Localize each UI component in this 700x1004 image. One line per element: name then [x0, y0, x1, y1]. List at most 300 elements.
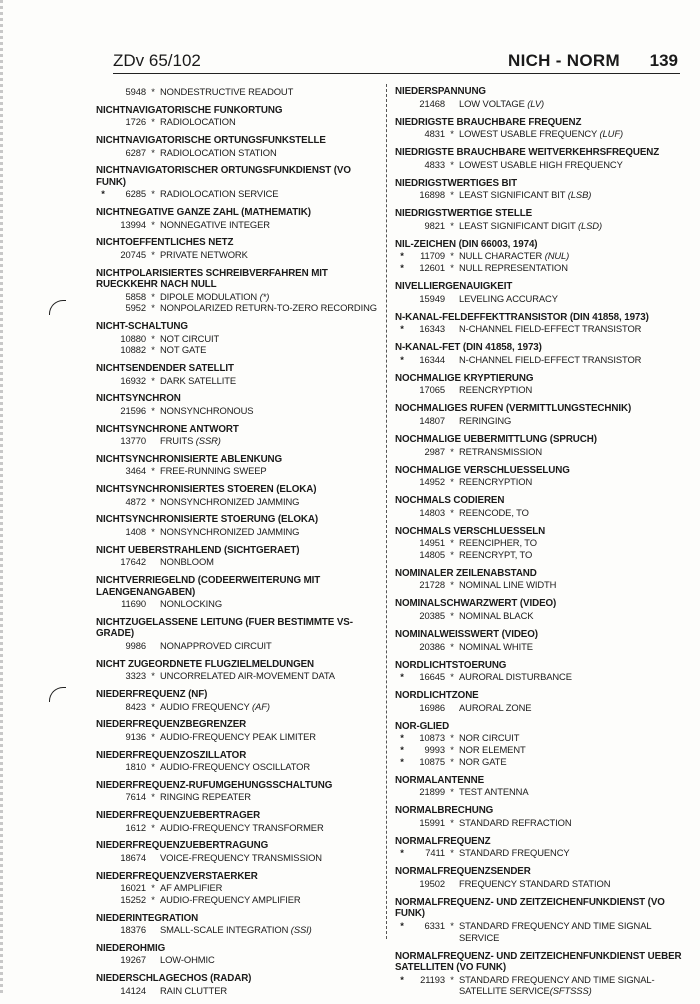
english-term-text: N-CHANNEL FIELD-EFFECT TRANSISTOR	[459, 323, 642, 335]
english-term-text: REENCIPHER, TO	[459, 537, 537, 549]
translation-row	[96, 147, 378, 159]
marker-asterisk	[96, 954, 110, 966]
english-term	[160, 188, 378, 200]
english-term	[160, 291, 378, 303]
translation-row	[96, 954, 378, 966]
glossary-entry	[395, 690, 685, 713]
marker-asterisk	[395, 446, 409, 458]
marker-asterisk	[96, 894, 110, 906]
english-term	[459, 756, 685, 768]
translation-row	[96, 985, 378, 997]
glossary-entry	[96, 424, 378, 447]
english-term	[160, 701, 378, 713]
english-term-text: DIPOLE MODULATION	[160, 290, 258, 302]
entry-number: 15991	[419, 816, 445, 828]
marker-asterisk	[395, 549, 409, 561]
separator-asterisk: *	[450, 250, 454, 262]
continuation-text: SERVICE	[459, 931, 500, 943]
english-term-text: NONSYNCHRONOUS	[160, 404, 254, 416]
english-term	[459, 579, 685, 591]
translation-row	[395, 786, 685, 798]
entry-term: NIVELLIERGENAUIGKEIT	[395, 281, 513, 293]
section-range: NICH - NORM	[508, 51, 620, 70]
translation-row	[96, 598, 378, 610]
translation-row	[96, 405, 378, 417]
glossary-entry	[395, 465, 685, 488]
translation-row	[96, 556, 378, 568]
translation-row	[395, 702, 685, 714]
entry-number: 19502	[419, 877, 445, 889]
separator-asterisk: *	[450, 445, 454, 457]
glossary-entry	[395, 281, 685, 304]
english-term-text: AUDIO-FREQUENCY AMPLIFIER	[160, 893, 301, 905]
english-term-text: RETRANSMISSION	[459, 445, 542, 457]
entry-term: NICHTOEFFENTLICHES NETZ	[96, 237, 234, 249]
english-term-text: AUDIO-FREQUENCY PEAK LIMITER	[160, 730, 316, 742]
marker-asterisk	[96, 249, 110, 261]
translation-row	[96, 761, 378, 773]
glossary-entry	[395, 721, 685, 767]
entry-number: 14951	[419, 537, 445, 549]
entry-term: NIEDERFREQUENZ-RUFUMGEHUNGSSCHALTUNG	[96, 779, 333, 791]
separator-asterisk	[445, 98, 459, 110]
entry-term: NOCHMALIGE VERSCHLUESSELUNG	[395, 464, 570, 476]
glossary-entry	[395, 805, 685, 828]
english-term	[160, 894, 378, 906]
english-term-text: LEAST SIGNIFICANT DIGIT	[459, 219, 576, 231]
english-term	[459, 610, 685, 622]
entry-number: 17065	[419, 384, 445, 396]
english-term	[459, 323, 685, 335]
glossary-entry	[395, 775, 685, 798]
entry-number: 9986	[125, 640, 146, 652]
marker-asterisk	[96, 640, 110, 652]
separator-asterisk: *	[151, 821, 155, 833]
entry-number: 4831	[424, 128, 445, 140]
entry-number: 18674	[120, 852, 146, 864]
binder-hole-mark	[49, 300, 66, 315]
glossary-entry	[96, 514, 378, 537]
english-term	[459, 98, 685, 110]
glossary-entry	[96, 659, 378, 682]
entry-term: N-KANAL-FELDEFFEKTTRANSISTOR (DIN 41858, 1973)	[395, 311, 649, 323]
english-term	[459, 220, 685, 232]
marker-asterisk	[96, 670, 110, 682]
english-term-text: AUDIO-FREQUENCY TRANSFORMER	[160, 821, 324, 833]
separator-asterisk	[445, 354, 459, 366]
english-term	[459, 446, 685, 458]
marker-asterisk	[395, 786, 409, 798]
english-term	[459, 920, 685, 932]
entry-term: NIEDRIGSTWERTIGES BIT	[395, 177, 517, 189]
marker-asterisk	[395, 476, 409, 488]
marker-asterisk	[395, 159, 409, 171]
entry-term: NOR-GLIED	[395, 720, 450, 732]
entry-number: 15252	[120, 893, 146, 905]
english-term	[160, 302, 378, 314]
english-term-text: RINGING REPEATER	[160, 791, 251, 803]
glossary-entry	[96, 545, 378, 568]
entry-term: NICHTSENDENDER SATELLIT	[96, 363, 234, 375]
glossary-entry	[96, 913, 378, 936]
marker-asterisk	[395, 98, 409, 110]
english-term-text: FREE-RUNNING SWEEP	[160, 465, 267, 477]
glossary-entry	[395, 660, 685, 683]
entry-term: NOCHMALS CODIEREN	[395, 495, 505, 507]
entry-term: NOCHMALIGES RUFEN (VERMITTLUNGSTECHNIK)	[395, 403, 632, 415]
english-term-text: NOR ELEMENT	[459, 743, 526, 755]
separator-asterisk: *	[151, 700, 155, 712]
entry-number: 5948	[125, 86, 146, 97]
translation-row	[96, 640, 378, 652]
translation-row	[96, 116, 378, 128]
entry-term: NICHT ZUGEORDNETE FLUGZIELMELDUNGEN	[96, 658, 315, 670]
entry-number: 9821	[424, 219, 445, 231]
separator-asterisk: *	[151, 882, 155, 894]
entry-number: 9993	[424, 743, 445, 755]
separator-asterisk: *	[151, 86, 155, 97]
marker-asterisk	[96, 291, 110, 303]
abbreviation: (*)	[259, 290, 270, 302]
entry-term: NICHTPOLARISIERTES SCHREIBVERFAHREN MIT RUECKKEHR NACH NULL	[96, 267, 328, 291]
glossary-entry	[395, 117, 685, 140]
separator-asterisk: *	[450, 537, 454, 549]
translation-row	[395, 537, 685, 549]
header-rule	[113, 73, 680, 74]
abbreviation: (NUL)	[544, 250, 570, 262]
separator-asterisk: *	[151, 761, 155, 773]
entry-number: 4833	[424, 158, 445, 170]
glossary-entry	[395, 342, 685, 365]
entry-term: NORMALFREQUENZ- UND ZEITZEICHENFUNKDIENST (VO FUNK)	[395, 896, 665, 920]
marker-asterisk: *	[400, 743, 404, 755]
entry-term: NICHT-SCHALTUNG	[96, 321, 188, 333]
glossary-entry	[96, 810, 378, 833]
english-term	[459, 549, 685, 561]
glossary-entry	[395, 403, 685, 426]
entry-number: 17642	[120, 556, 146, 568]
separator-asterisk: *	[151, 146, 155, 158]
entry-number: 21728	[419, 579, 445, 591]
marker-asterisk	[96, 375, 110, 387]
english-term	[459, 786, 685, 798]
english-term-text: LEVELING ACCURACY	[459, 292, 558, 304]
entry-term: NORMALFREQUENZ	[395, 835, 491, 847]
english-term	[459, 476, 685, 488]
entry-number: 3464	[125, 465, 146, 477]
entry-number: 11709	[420, 250, 445, 262]
english-term-text: REENCRYPTION	[459, 384, 533, 396]
marker-asterisk	[96, 556, 110, 568]
marker-asterisk	[96, 882, 110, 894]
entry-term: NIEDERFREQUENZBEGRENZER	[96, 719, 247, 731]
glossary-entry	[395, 866, 685, 889]
english-term	[160, 556, 378, 568]
entry-number: 1810	[125, 761, 146, 773]
separator-asterisk: *	[151, 218, 155, 230]
english-term-text: LOW VOLTAGE	[459, 97, 525, 109]
marker-asterisk: *	[400, 323, 404, 335]
translation-row	[96, 852, 378, 864]
english-term	[459, 878, 685, 890]
translation-row	[395, 847, 685, 859]
marker-asterisk: *	[101, 188, 105, 200]
translation-row	[395, 415, 685, 427]
separator-asterisk	[445, 702, 459, 714]
english-term	[160, 526, 378, 538]
entry-number: 14952	[419, 476, 445, 488]
abbreviation: (SSR)	[195, 435, 221, 447]
english-term	[459, 507, 685, 519]
english-term-text: AURORAL ZONE	[459, 701, 532, 713]
separator-asterisk: *	[450, 158, 454, 170]
marker-asterisk	[96, 219, 110, 231]
entry-number: 20745	[120, 249, 146, 260]
entry-term: NIL-ZEICHEN (DIN 66003, 1974)	[395, 238, 538, 250]
page-edge	[0, 0, 3, 993]
entry-term: NOCHMALIGE UEBERMITTLUNG (SPRUCH)	[395, 433, 597, 445]
english-term-text: SMALL-SCALE INTEGRATION	[160, 924, 289, 936]
translation-row	[96, 465, 378, 477]
entry-term: NICHT UEBERSTRAHLEND (SICHTGERAET)	[96, 544, 300, 556]
marker-asterisk	[96, 985, 110, 997]
entry-term: NICHTNAVIGATORISCHE ORTUNGSFUNKSTELLE	[96, 134, 326, 146]
translation-row	[96, 333, 378, 345]
english-term-text: NULL CHARACTER	[459, 250, 543, 262]
entry-term: NIEDERFREQUENZUEBERTRAGER	[96, 810, 261, 822]
separator-asterisk: *	[450, 973, 454, 985]
english-term-text: STANDARD REFRACTION	[459, 816, 572, 828]
translation-row	[96, 822, 378, 834]
separator-asterisk	[146, 556, 160, 568]
marker-asterisk: *	[400, 920, 404, 932]
english-term-text: REENCODE, TO	[459, 506, 529, 518]
left-column	[96, 86, 378, 1003]
abbreviation: (SSI)	[290, 924, 312, 936]
glossary-entry	[395, 434, 685, 457]
marker-asterisk	[395, 415, 409, 427]
translation-row	[96, 302, 378, 314]
entry-term: NIEDERFREQUENZVERSTAERKER	[96, 870, 258, 882]
glossary-entry	[96, 871, 378, 906]
english-term-text: RAIN CLUTTER	[160, 984, 228, 996]
entry-number: 18376	[120, 924, 146, 936]
abbreviation: (SFTSSS)	[549, 985, 592, 997]
entry-number: 1726	[125, 116, 146, 128]
english-term	[160, 882, 378, 894]
english-term-text: RADIOLOCATION	[160, 116, 236, 128]
separator-asterisk	[146, 954, 160, 966]
entry-number: 8423	[125, 700, 146, 712]
translation-row	[395, 817, 685, 829]
continuation-line	[395, 985, 685, 997]
english-term-text: STANDARD FREQUENCY AND TIME SIGNAL-	[459, 973, 655, 985]
entry-term: NIEDRIGSTE BRAUCHBARE WEITVERKEHRSFREQUENZ	[395, 147, 660, 159]
entry-term: NICHTSYNCHRONISIERTE ABLENKUNG	[96, 453, 283, 465]
glossary-entry	[96, 575, 378, 610]
marker-asterisk	[96, 147, 110, 159]
glossary-entry	[96, 268, 378, 314]
separator-asterisk	[445, 384, 459, 396]
marker-asterisk: *	[400, 353, 404, 365]
translation-row	[96, 188, 378, 200]
english-term-text: N-CHANNEL FIELD-EFFECT TRANSISTOR	[459, 353, 642, 365]
entry-number: 19267	[120, 954, 146, 966]
entry-term: NORMALFREQUENZ- UND ZEITZEICHENFUNKDIENST UEBER SATELLITEN (VO FUNK)	[395, 950, 682, 974]
separator-asterisk	[445, 878, 459, 890]
glossary-entry	[96, 135, 378, 158]
abbreviation: (LSD)	[578, 219, 602, 231]
english-term	[160, 640, 378, 652]
separator-asterisk: *	[151, 332, 155, 344]
english-term-text: STANDARD FREQUENCY AND TIME SIGNAL	[459, 920, 652, 932]
english-term	[160, 147, 378, 159]
entry-number: 5952	[125, 302, 146, 314]
separator-asterisk: *	[450, 476, 454, 488]
separator-asterisk: *	[450, 219, 454, 231]
entry-number: 3323	[125, 670, 146, 682]
entry-number: 21193	[420, 973, 445, 985]
marker-asterisk	[395, 702, 409, 714]
glossary-entry	[395, 951, 685, 997]
translation-row	[96, 670, 378, 682]
english-term-text: NONLOCKING	[160, 598, 223, 610]
entry-term: NOMINALWEISSWERT (VIDEO)	[395, 629, 538, 641]
separator-asterisk	[445, 415, 459, 427]
translation-row	[395, 262, 685, 274]
glossary-entry	[96, 393, 378, 416]
marker-asterisk: *	[400, 250, 404, 262]
english-term	[459, 384, 685, 396]
english-term-text: NULL REPRESENTATION	[459, 262, 568, 274]
marker-asterisk	[96, 435, 110, 447]
glossary-entry	[395, 147, 685, 170]
glossary-entry	[96, 237, 378, 260]
translation-row	[395, 189, 685, 201]
translation-row	[96, 291, 378, 303]
english-term	[459, 671, 685, 683]
column-divider	[386, 84, 387, 939]
entry-number: 10880	[120, 332, 146, 344]
translation-row	[96, 435, 378, 447]
entry-number: 16645	[419, 671, 445, 683]
separator-asterisk	[146, 852, 160, 864]
english-term	[160, 924, 378, 936]
english-term-text: NONNEGATIVE INTEGER	[160, 218, 270, 230]
marker-asterisk: *	[400, 973, 404, 985]
entry-number: 14124	[120, 984, 146, 996]
translation-row	[395, 354, 685, 366]
marker-asterisk	[96, 822, 110, 834]
translation-row	[395, 384, 685, 396]
translation-row	[96, 701, 378, 713]
english-term	[459, 189, 685, 201]
translation-row	[395, 98, 685, 110]
english-term-text: NOT GATE	[160, 344, 207, 356]
entry-number: 7411	[425, 847, 445, 859]
english-term-text: RADIOLOCATION SERVICE	[160, 188, 279, 200]
entry-number: 1408	[125, 526, 146, 538]
entry-number: 16343	[419, 323, 445, 335]
translation-row	[96, 86, 378, 98]
separator-asterisk: *	[450, 262, 454, 274]
separator-asterisk: *	[151, 495, 155, 507]
entry-term: NICHTNEGATIVE GANZE ZAHL (MATHEMATIK)	[96, 207, 311, 219]
glossary-entry	[395, 178, 685, 201]
abbreviation: (LUF)	[599, 128, 623, 140]
separator-asterisk: *	[151, 404, 155, 416]
entry-number: 21468	[419, 97, 445, 109]
translation-row	[395, 732, 685, 744]
glossary-entry	[96, 165, 378, 200]
entry-term: NICHTSYNCHRONISIERTES STOEREN (ELOKA)	[96, 484, 317, 496]
entry-term: NIEDERFREQUENZUEBERTRAGUNG	[96, 840, 269, 852]
english-term-text: DARK SATELLITE	[160, 374, 237, 386]
translation-row	[395, 128, 685, 140]
translation-row	[395, 549, 685, 561]
entry-number: 16932	[120, 374, 146, 386]
glossary-entry	[96, 454, 378, 477]
separator-asterisk	[146, 985, 160, 997]
english-term	[459, 159, 685, 171]
separator-asterisk	[146, 640, 160, 652]
english-term	[459, 537, 685, 549]
english-term-text: NOR CIRCUIT	[459, 732, 520, 744]
english-term	[160, 219, 378, 231]
separator-asterisk: *	[151, 249, 155, 260]
entry-number: 16898	[419, 189, 445, 201]
glossary-entry	[96, 105, 378, 128]
glossary-entry	[395, 598, 685, 621]
glossary-entry	[96, 484, 378, 507]
separator-asterisk: *	[450, 189, 454, 201]
english-term	[459, 702, 685, 714]
glossary-entry	[96, 321, 378, 356]
english-term	[160, 670, 378, 682]
english-term-text: NONDESTRUCTIVE READOUT	[160, 86, 294, 97]
marker-asterisk	[96, 791, 110, 803]
translation-row	[395, 756, 685, 768]
glossary-entry	[96, 840, 378, 863]
glossary-entry	[395, 208, 685, 231]
english-term	[160, 731, 378, 743]
glossary-entry	[395, 526, 685, 561]
separator-asterisk: *	[450, 920, 454, 932]
separator-asterisk: *	[450, 610, 454, 622]
entry-number: 13770	[120, 435, 146, 447]
translation-row	[395, 250, 685, 262]
separator-asterisk: *	[450, 506, 454, 518]
marker-asterisk: *	[400, 847, 404, 859]
marker-asterisk	[96, 465, 110, 477]
english-term-text: NOMINAL LINE WIDTH	[459, 579, 557, 591]
english-term	[160, 791, 378, 803]
separator-asterisk: *	[151, 893, 155, 905]
right-column	[395, 86, 685, 1004]
separator-asterisk: *	[151, 344, 155, 356]
separator-asterisk: *	[450, 743, 454, 755]
english-term-text: LEAST SIGNIFICANT BIT	[459, 189, 566, 201]
translation-row	[395, 920, 685, 932]
separator-asterisk: *	[151, 290, 155, 302]
marker-asterisk	[395, 610, 409, 622]
entry-number: 9136	[125, 730, 146, 742]
translation-row	[96, 526, 378, 538]
english-term-text: NOR GATE	[459, 755, 507, 767]
english-term-text: FRUITS	[160, 435, 194, 447]
separator-asterisk: *	[151, 526, 155, 538]
english-term	[160, 598, 378, 610]
